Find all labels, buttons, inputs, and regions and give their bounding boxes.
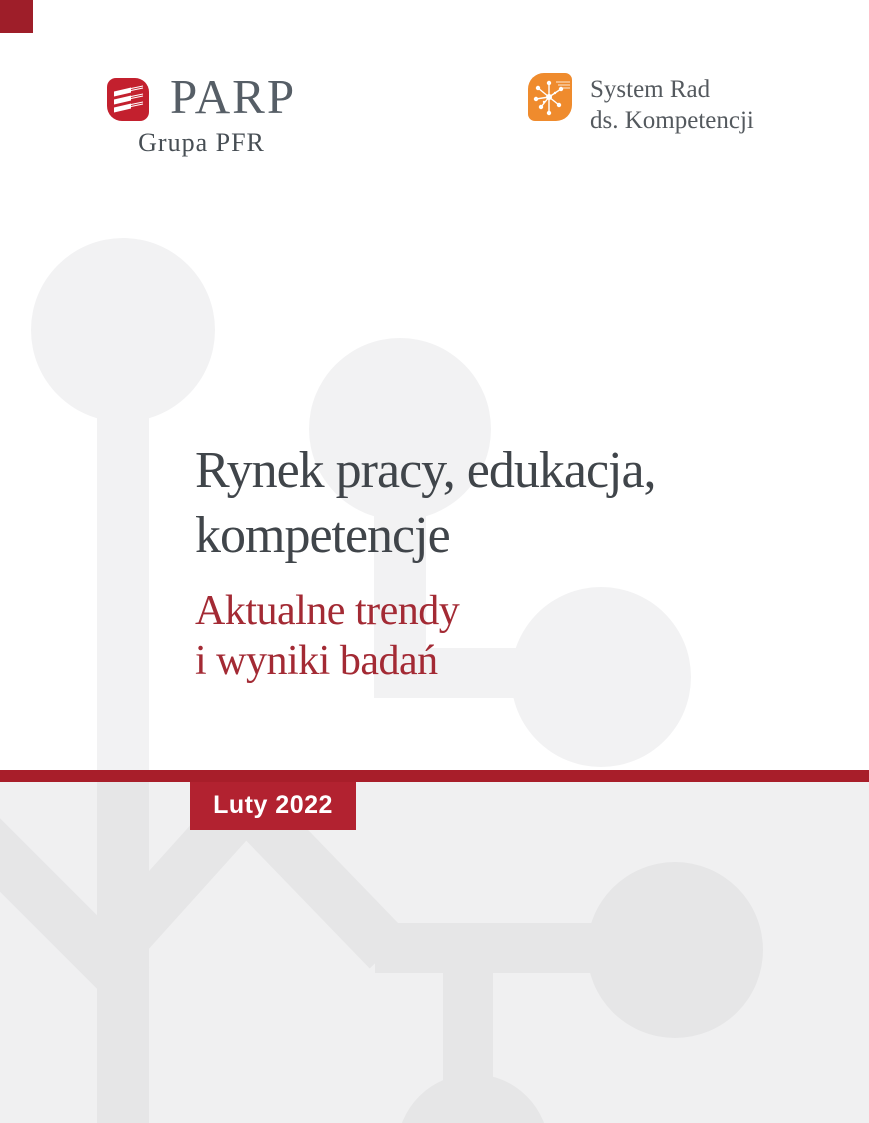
parp-wordmark: PARP [170,69,297,124]
decor-connector-line [97,320,149,770]
corner-accent-square [0,0,33,33]
report-title-line1: Rynek pracy, edukacja, [195,442,656,499]
date-badge-label: Luty 2022 [213,790,333,819]
parp-tagline: Grupa PFR [138,128,265,157]
decor-connector-line [443,960,493,1080]
system-rad-text-line2: ds. Kompetencji [590,107,754,134]
report-subtitle-line2: i wyniki badań [195,638,438,684]
report-title-line2: kompetencje [195,507,450,564]
parp-stripes-icon [107,78,149,121]
system-rad-logo [528,73,754,136]
report-title [195,438,656,568]
report-subtitle [195,586,459,686]
red-divider-band [0,770,869,782]
decor-node-circle [587,862,763,1038]
competence-network-icon [528,73,572,121]
decor-node-circle [397,1074,549,1123]
system-rad-text-line1: System Rad [590,76,711,103]
report-subtitle-line1: Aktualne trendy [195,588,460,634]
lower-gray-section [0,782,869,1123]
parp-logo [107,69,297,158]
decor-node-circle [511,587,691,767]
